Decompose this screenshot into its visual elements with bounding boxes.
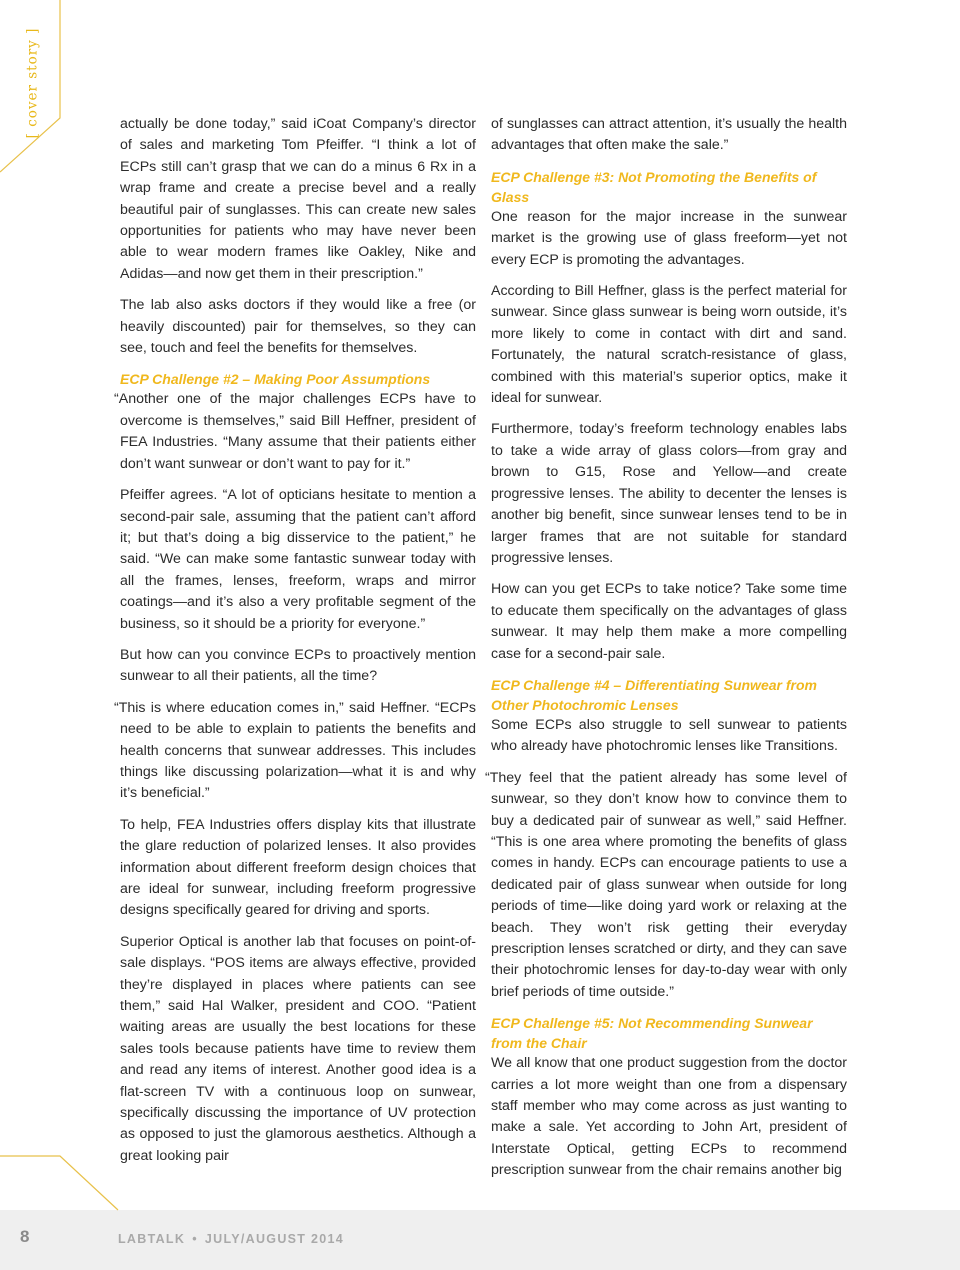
paragraph: of sunglasses can attract attention, it’s usually the health advantages that often make the sale.”	[491, 116, 847, 154]
paragraph: To help, FEA Industries offers display kits that illustrate the glare reduction of polarized lenses. It also provides information about different freeform design choices that are ideal for sunwear, including freeform progressive designs specifically geared for driving and sports.	[120, 816, 476, 919]
paragraph: According to Bill Heffner, glass is the perfect material for sunwear. Since glass sunwear is being worn outside, it’s more likely to come in contact with dirt and sand. Fortunately, the natural scratch-resistance of glass, combined with this material’s superior optics, make it ideal for sunwear.	[491, 283, 847, 407]
paragraph: “This is where education comes in,” said Heffner. “ECPs need to be able to explain to patients the benefits and health concerns that sunwear addresses. This includes things like discussing polarization—what it is and why it’s beneficial.”	[114, 699, 476, 802]
footer-separator: •	[192, 1232, 198, 1246]
paragraph: How can you get ECPs to take notice? Take some time to educate them specifically on the advantages of glass sunwear. It may help them make a more compelling case for a second-pair sale.	[491, 581, 847, 662]
left-column	[114, 114, 476, 1177]
paragraph: “Another one of the major challenges ECPs have to overcome is themselves,” said Bill Heffner, president of FEA Industries. “Many assume that their patients either don’t want sunwear or don’t want to pay for it.”	[114, 391, 476, 472]
paragraph: But how can you convince ECPs to proactively mention sunwear to all their patients, all the time?	[120, 646, 476, 685]
right-column	[485, 114, 847, 1192]
subheading: ECP Challenge #2 – Making Poor Assumptions	[120, 371, 431, 388]
subheading: ECP Challenge #3: Not Promoting the Benefits of Glass	[491, 168, 817, 205]
paragraph: We all know that one product suggestion from the doctor carries a lot more weight than one from a dispensary staff member who may come across as just wanting to make a sale. Yet according to John Art, president of Interstate Optical, getting ECPs to recommend prescription sunwear from the chair remains another big	[491, 1055, 847, 1179]
paragraph: Furthermore, today’s freeform technology enables labs to take a wide array of glass colors—from gray and brown to G15, Rose and Yellow—and create progressive lenses. The ability to decenter the lenses is another big benefit, since sunwear lenses tend to be in larger frames that are not suitable for standard progressive lenses.	[491, 421, 847, 566]
paragraph: One reason for the major increase in the sunwear market is the growing use of glass freeform—yet not every ECP is promoting the advantages.	[491, 208, 847, 268]
paragraph: “They feel that the patient already has some level of sunwear, so they don’t know how to convince them to buy a dedicated pair of sunwear as well,” said Heffner. “This is one area where promoting the benefits of glass comes in handy. ECPs can encourage patients to use a dedicated pair of glass sunwear when outside for long periods of time—like doing yard work or relaxing at the beach. They won’t risk getting their everyday prescription lenses scratched or dirty, and they can save their photochromic lenses for day-to-day wear with only brief periods of time outside.”	[485, 769, 847, 1000]
paragraph: Some ECPs also struggle to sell sunwear to patients who already have photochromic lenses like Transitions.	[491, 716, 847, 755]
paragraph: actually be done today,” said iCoat Company’s director of sales and marketing Tom Pfeiffer. “I think a lot of ECPs still can’t grasp that we can do a minus 6 Rx in a wrap frame and create a precise bevel and a really beautiful pair of sunglasses. This can create new sales opportunities for patients who may have never been able to wear modern frames like Oakley, Nike and Adidas—and now get them in their prescription.”	[120, 116, 476, 282]
publication-footer	[118, 1232, 344, 1246]
paragraph: Pfeiffer agrees. “A lot of opticians hesitate to mention a second-pair sale, assuming that the patient can’t afford it; but that’s doing a big disservice to the patient,” he said. “We can make some fantastic sunwear today with all the frames, lenses, freeform, wraps and mirror coatings—and it’s also a very profitable segment of the business, so it should be a priority for everyone.”	[120, 487, 476, 632]
issue-date: JULY/AUGUST 2014	[204, 1232, 345, 1246]
paragraph: The lab also asks doctors if they would like a free (or heavily discounted) pair for themselves, so they can see, touch and feel the benefits for themselves.	[120, 297, 476, 357]
subheading: ECP Challenge #4 – Differentiating Sunwear from Other Photochromic Lenses	[491, 676, 817, 713]
page-number: 8	[20, 1227, 30, 1246]
publication-name: LABTALK	[118, 1232, 186, 1246]
subheading: ECP Challenge #5: Not Recommending Sunwear from the Chair	[491, 1015, 813, 1052]
paragraph: Superior Optical is another lab that focuses on point-of-sale displays. “POS items are always effective, provided they’re displayed in places where patients can see them,” said Hal Walker, president and COO. “Patient waiting areas are usually the best locations for these sales tools because patients have time to review them and read any items of interest. Another good idea is a flat-screen TV with a continuous loop on sunwear, specifically discussing the importance of UV protection as opposed to just the glamorous aesthetics. Although a great looking pair	[120, 933, 476, 1164]
section-tag: [ cover story ]	[24, 27, 41, 139]
footer-decoration	[0, 1150, 960, 1212]
